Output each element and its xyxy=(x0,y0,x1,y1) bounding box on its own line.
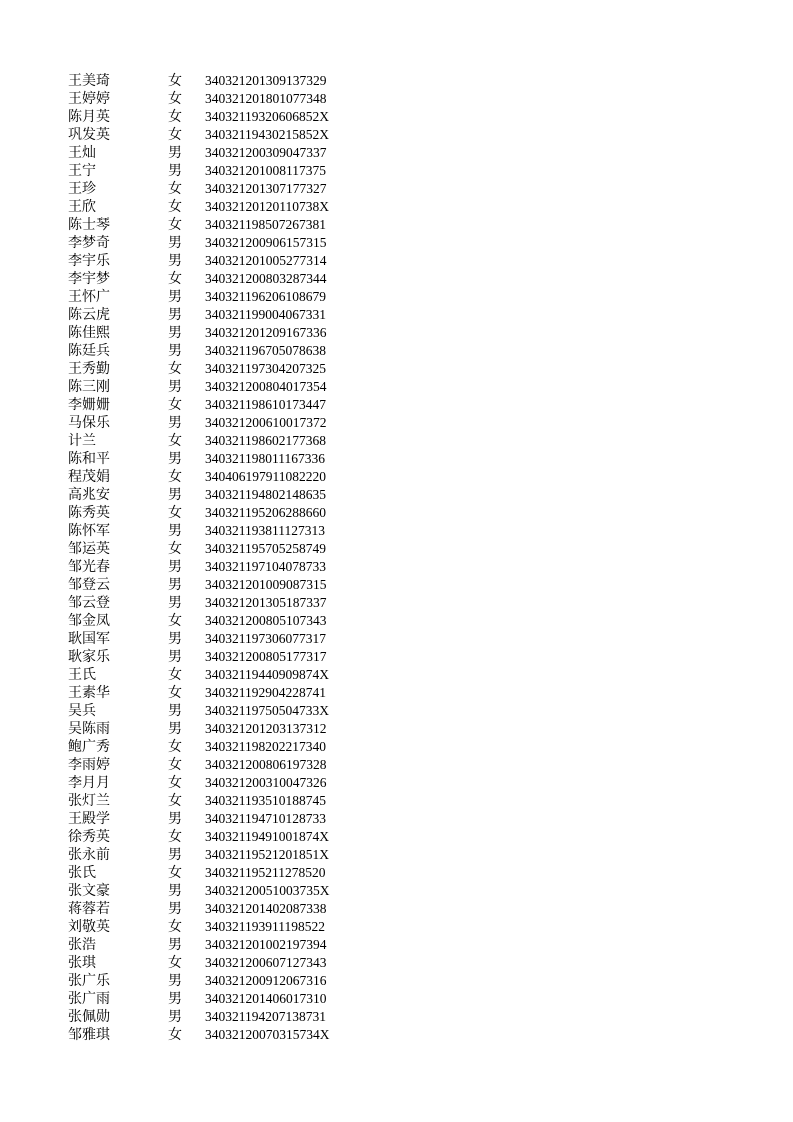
person-id-number: 340321195206288660 xyxy=(205,505,326,520)
person-id-number: 340321200906157315 xyxy=(205,235,327,250)
person-gender: 男 xyxy=(168,559,182,575)
person-name: 刘敬英 xyxy=(68,919,110,935)
person-gender: 男 xyxy=(168,325,182,341)
person-id-number: 340321197104078733 xyxy=(205,559,326,574)
person-gender: 男 xyxy=(168,595,182,611)
person-gender: 男 xyxy=(168,523,182,539)
person-name: 张灯兰 xyxy=(68,793,110,809)
person-id-number: 340321193510188745 xyxy=(205,793,326,808)
list-item xyxy=(68,522,428,540)
person-id-number: 34032120070315734X xyxy=(205,1027,330,1042)
list-item xyxy=(68,306,428,324)
person-name: 王素华 xyxy=(68,685,110,701)
person-id-number: 340321193911198522 xyxy=(205,919,325,934)
person-gender: 女 xyxy=(168,397,182,413)
person-gender: 男 xyxy=(168,451,182,467)
person-name: 李宇乐 xyxy=(68,253,110,269)
list-item xyxy=(68,702,428,720)
person-gender: 男 xyxy=(168,991,182,1007)
person-id-number: 340321195211278520 xyxy=(205,865,326,880)
list-item xyxy=(68,396,428,414)
list-item xyxy=(68,378,428,396)
person-name: 王灿 xyxy=(68,145,96,161)
person-gender: 女 xyxy=(168,199,182,215)
person-gender: 男 xyxy=(168,343,182,359)
person-id-number: 340321201801077348 xyxy=(205,91,327,106)
list-item xyxy=(68,1026,428,1044)
list-item xyxy=(68,612,428,630)
person-name: 陈三刚 xyxy=(68,379,110,395)
list-item xyxy=(68,774,428,792)
person-id-number: 340321198602177368 xyxy=(205,433,326,448)
person-name: 程茂娟 xyxy=(68,469,110,485)
person-gender: 男 xyxy=(168,379,182,395)
person-gender: 女 xyxy=(168,181,182,197)
list-item xyxy=(68,792,428,810)
person-id-number: 340321201305187337 xyxy=(205,595,327,610)
person-name: 鲍广秀 xyxy=(68,739,110,755)
person-id-number: 340321200805107343 xyxy=(205,613,327,628)
person-gender: 男 xyxy=(168,307,182,323)
list-item xyxy=(68,252,428,270)
person-gender: 女 xyxy=(168,73,182,89)
person-name: 耿国军 xyxy=(68,631,110,647)
list-item xyxy=(68,1008,428,1026)
person-id-number: 340321194207138731 xyxy=(205,1009,326,1024)
list-item xyxy=(68,594,428,612)
person-id-number: 340321198610173447 xyxy=(205,397,326,412)
person-name: 蒋蓉若 xyxy=(68,901,110,917)
person-gender: 女 xyxy=(168,433,182,449)
person-id-number: 340321200610017372 xyxy=(205,415,327,430)
person-name: 李姗姗 xyxy=(68,397,110,413)
list-item xyxy=(68,648,428,666)
person-id-number: 34032120051003735X xyxy=(205,883,330,898)
person-gender: 男 xyxy=(168,703,182,719)
person-gender: 女 xyxy=(168,919,182,935)
person-name: 王殿学 xyxy=(68,811,110,827)
person-gender: 男 xyxy=(168,721,182,737)
person-gender: 男 xyxy=(168,901,182,917)
person-gender: 女 xyxy=(168,739,182,755)
person-gender: 男 xyxy=(168,649,182,665)
person-gender: 男 xyxy=(168,577,182,593)
person-id-number: 340321201209167336 xyxy=(205,325,327,340)
person-id-number: 340321198011167336 xyxy=(205,451,325,466)
person-id-number: 340321201203137312 xyxy=(205,721,327,736)
person-name: 陈云虎 xyxy=(68,307,110,323)
person-id-number: 340321192904228741 xyxy=(205,685,326,700)
person-gender: 女 xyxy=(168,955,182,971)
person-name: 王宁 xyxy=(68,163,96,179)
person-gender: 男 xyxy=(168,163,182,179)
person-name: 陈怀军 xyxy=(68,523,110,539)
list-item xyxy=(68,684,428,702)
person-gender: 男 xyxy=(168,883,182,899)
person-gender: 女 xyxy=(168,775,182,791)
person-id-number: 34032119430215852X xyxy=(205,127,329,142)
list-item xyxy=(68,504,428,522)
person-id-number: 340321197304207325 xyxy=(205,361,326,376)
list-item xyxy=(68,720,428,738)
person-gender: 女 xyxy=(168,613,182,629)
person-id-number: 340321201307177327 xyxy=(205,181,327,196)
person-name: 吴兵 xyxy=(68,703,96,719)
person-gender: 女 xyxy=(168,361,182,377)
person-gender: 女 xyxy=(168,109,182,125)
person-id-number: 34032119750504733X xyxy=(205,703,329,718)
person-name: 张琪 xyxy=(68,955,96,971)
list-item xyxy=(68,432,428,450)
person-gender: 男 xyxy=(168,145,182,161)
person-id-number: 340321200806197328 xyxy=(205,757,327,772)
person-gender: 女 xyxy=(168,271,182,287)
list-item xyxy=(68,738,428,756)
list-item xyxy=(68,846,428,864)
person-id-number: 34032119521201851X xyxy=(205,847,329,862)
person-id-number: 340321200804017354 xyxy=(205,379,327,394)
list-item xyxy=(68,666,428,684)
list-item xyxy=(68,360,428,378)
list-item xyxy=(68,864,428,882)
list-item xyxy=(68,540,428,558)
person-gender: 女 xyxy=(168,829,182,845)
person-id-number: 340321194802148635 xyxy=(205,487,326,502)
person-gender: 女 xyxy=(168,505,182,521)
person-gender: 女 xyxy=(168,793,182,809)
person-name: 张佩勋 xyxy=(68,1009,110,1025)
person-gender: 女 xyxy=(168,127,182,143)
person-name: 张氏 xyxy=(68,865,96,881)
person-id-number: 340321200607127343 xyxy=(205,955,327,970)
person-name: 巩发英 xyxy=(68,127,110,143)
person-gender: 女 xyxy=(168,217,182,233)
person-name: 李宇梦 xyxy=(68,271,110,287)
list-item xyxy=(68,630,428,648)
list-item xyxy=(68,324,428,342)
person-id-number: 340321193811127313 xyxy=(205,523,325,538)
person-gender: 男 xyxy=(168,487,182,503)
person-name: 张广雨 xyxy=(68,991,110,1007)
person-name: 李雨婷 xyxy=(68,757,110,773)
person-name: 高兆安 xyxy=(68,487,110,503)
person-gender: 男 xyxy=(168,235,182,251)
person-id-number: 340321200310047326 xyxy=(205,775,327,790)
person-name: 马保乐 xyxy=(68,415,110,431)
person-name: 陈秀英 xyxy=(68,505,110,521)
person-name: 李月月 xyxy=(68,775,110,791)
list-item xyxy=(68,108,428,126)
person-id-number: 340321201008117375 xyxy=(205,163,326,178)
list-item xyxy=(68,450,428,468)
person-name: 王氏 xyxy=(68,667,96,683)
person-name: 王怀广 xyxy=(68,289,110,305)
person-gender: 女 xyxy=(168,757,182,773)
person-id-number: 340321196206108679 xyxy=(205,289,326,304)
person-gender: 男 xyxy=(168,631,182,647)
person-id-number: 340321201309137329 xyxy=(205,73,327,88)
list-item xyxy=(68,990,428,1008)
person-name: 邹运英 xyxy=(68,541,110,557)
list-item xyxy=(68,216,428,234)
person-id-number: 34032120120110738X xyxy=(205,199,329,214)
person-name: 吴陈雨 xyxy=(68,721,110,737)
list-item xyxy=(68,900,428,918)
list-item xyxy=(68,198,428,216)
person-name: 陈士琴 xyxy=(68,217,110,233)
person-name: 耿家乐 xyxy=(68,649,110,665)
person-gender: 女 xyxy=(168,865,182,881)
person-id-number: 340321198202217340 xyxy=(205,739,326,754)
person-id-number: 340321200803287344 xyxy=(205,271,327,286)
list-item xyxy=(68,882,428,900)
record-list xyxy=(68,72,428,1044)
list-item xyxy=(68,126,428,144)
person-name: 王秀勤 xyxy=(68,361,110,377)
list-item xyxy=(68,468,428,486)
person-id-number: 340321201002197394 xyxy=(205,937,327,952)
person-gender: 男 xyxy=(168,415,182,431)
list-item xyxy=(68,288,428,306)
person-gender: 女 xyxy=(168,1027,182,1043)
person-gender: 女 xyxy=(168,667,182,683)
person-name: 邹雅琪 xyxy=(68,1027,110,1043)
person-id-number: 34032119320606852X xyxy=(205,109,329,124)
person-name: 陈廷兵 xyxy=(68,343,110,359)
person-id-number: 340321200805177317 xyxy=(205,649,327,664)
person-id-number: 340321195705258749 xyxy=(205,541,326,556)
list-item xyxy=(68,486,428,504)
list-item xyxy=(68,558,428,576)
list-item xyxy=(68,414,428,432)
person-id-number: 340321197306077317 xyxy=(205,631,326,646)
person-name: 王珍 xyxy=(68,181,96,197)
person-name: 陈和平 xyxy=(68,451,110,467)
list-item xyxy=(68,90,428,108)
person-gender: 男 xyxy=(168,1009,182,1025)
person-name: 邹光春 xyxy=(68,559,110,575)
person-name: 张文豪 xyxy=(68,883,110,899)
person-name: 邹云登 xyxy=(68,595,110,611)
person-id-number: 34032119440909874X xyxy=(205,667,329,682)
person-id-number: 340321200912067316 xyxy=(205,973,327,988)
list-item xyxy=(68,270,428,288)
person-id-number: 340321199004067331 xyxy=(205,307,326,322)
list-item xyxy=(68,972,428,990)
list-item xyxy=(68,828,428,846)
person-name: 李梦奇 xyxy=(68,235,110,251)
person-id-number: 340321201402087338 xyxy=(205,901,327,916)
list-item xyxy=(68,576,428,594)
person-id-number: 340321194710128733 xyxy=(205,811,326,826)
person-name: 王婷婷 xyxy=(68,91,110,107)
person-name: 邹金凤 xyxy=(68,613,110,629)
person-id-number: 340321201009087315 xyxy=(205,577,327,592)
person-name: 邹登云 xyxy=(68,577,110,593)
person-gender: 男 xyxy=(168,253,182,269)
person-gender: 男 xyxy=(168,289,182,305)
person-name: 王欣 xyxy=(68,199,96,215)
person-id-number: 34032119491001874X xyxy=(205,829,329,844)
list-item xyxy=(68,936,428,954)
list-item xyxy=(68,918,428,936)
person-name: 徐秀英 xyxy=(68,829,110,845)
person-name: 张广乐 xyxy=(68,973,110,989)
person-id-number: 340321201406017310 xyxy=(205,991,327,1006)
person-id-number: 340321196705078638 xyxy=(205,343,326,358)
person-gender: 女 xyxy=(168,469,182,485)
list-item xyxy=(68,234,428,252)
person-name: 张永前 xyxy=(68,847,110,863)
list-item xyxy=(68,810,428,828)
list-item xyxy=(68,342,428,360)
list-item xyxy=(68,162,428,180)
list-item xyxy=(68,954,428,972)
list-item xyxy=(68,756,428,774)
person-name: 陈佳熙 xyxy=(68,325,110,341)
person-gender: 女 xyxy=(168,541,182,557)
person-id-number: 340321198507267381 xyxy=(205,217,326,232)
person-name: 张浩 xyxy=(68,937,96,953)
person-gender: 女 xyxy=(168,685,182,701)
list-item xyxy=(68,144,428,162)
person-gender: 男 xyxy=(168,811,182,827)
person-name: 王美琦 xyxy=(68,73,110,89)
person-id-number: 340406197911082220 xyxy=(205,469,326,484)
person-gender: 男 xyxy=(168,847,182,863)
person-gender: 男 xyxy=(168,937,182,953)
list-item xyxy=(68,72,428,90)
person-gender: 女 xyxy=(168,91,182,107)
list-item xyxy=(68,180,428,198)
person-name: 陈月英 xyxy=(68,109,110,125)
person-name: 计兰 xyxy=(68,433,96,449)
person-id-number: 340321200309047337 xyxy=(205,145,327,160)
person-gender: 男 xyxy=(168,973,182,989)
person-id-number: 340321201005277314 xyxy=(205,253,327,268)
